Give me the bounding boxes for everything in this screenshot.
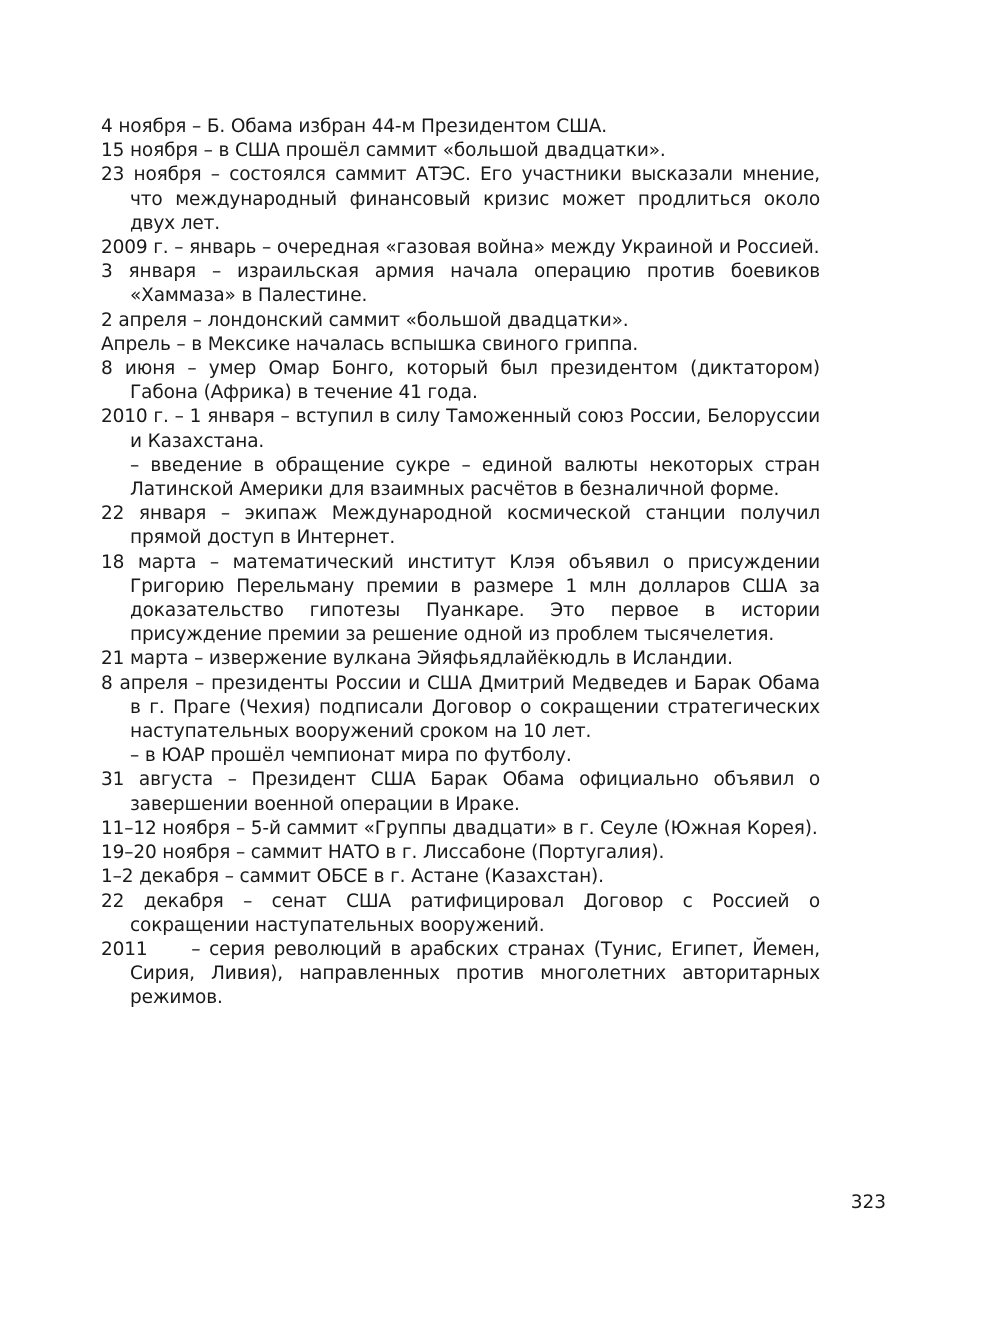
chronology-entry: Апрель – в Мексике началась вспышка свиного гриппа. [101, 333, 639, 355]
chronology-entry: 19–20 ноября – саммит НАТО в г. Лиссабоне (Португалия). [101, 842, 665, 864]
chronology-entry: 22 декабря – сенат США ратифицировал Договор с Россией о сокращении наступательных вооружений. [101, 890, 820, 936]
chronology-entry: 8 июня – умер Омар Бонго, который был президентом (диктатором) Габона (Африка) в течение 41 года. [101, 358, 820, 404]
chronology-entry: 11–12 ноября – 5-й саммит «Группы двадцати» в г. Сеуле (Южная Корея). [101, 817, 818, 839]
chronology-entry: 15 ноября – в США прошёл саммит «большой двадцатки». [101, 140, 666, 162]
chronology-entry: 18 марта – математический институт Клэя объявил о присуждении Григорию Перельману премии в размере 1 млн долларов США за доказательство гипотезы Пуанкаре. Это первое в истории присуждение премии за решение одной из проблем тысячелетия. [101, 551, 820, 646]
chronology-entry: 2 апреля – лондонский саммит «большой двадцатки». [101, 309, 629, 331]
chronology-entry-continuation: – в ЮАР прошёл чемпионат мира по футболу. [130, 745, 572, 767]
chronology-entry: 2010 г. – 1 января – вступил в силу Таможенный союз России, Белоруссии и Казахстана. [101, 406, 820, 452]
chronology-list [101, 115, 826, 1011]
chronology-entry: 2011 – серия революций в арабских странах (Тунис, Египет, Йемен, Сирия, Ливия), направленных против многолетних авторитарных режимов. [101, 938, 826, 1009]
chronology-entry: 2009 г. – январь – очередная «газовая война» между Украиной и Россией. [101, 237, 820, 259]
chronology-entry: 4 ноября – Б. Обама избран 44-м Президентом США. [101, 116, 607, 137]
page-number: 323 [850, 1192, 886, 1213]
chronology-entry: 21 марта – извержение вулкана Эйяфьядлайёкюдль в Исландии. [101, 648, 733, 670]
chronology-entry: 1–2 декабря – саммит ОБСЕ в г. Астане (Казахстан). [101, 866, 604, 888]
chronology-entry: 3 января – израильская армия начала операцию против боевиков «Хаммаза» в Палестине. [101, 261, 820, 307]
chronology-entry: 23 ноября – состоялся саммит АТЭС. Его участники высказали мнение, что международный финансовый кризис может продлиться около двух лет. [101, 164, 820, 234]
chronology-entry: 8 апреля – президенты России и США Дмитрий Медведев и Барак Обама в г. Праге (Чехия) подписали Договор о сокращении стратегических наступательных вооружений сроком на 10 лет. [101, 672, 820, 743]
chronology-entry: 22 января – экипаж Международной космической станции получил прямой доступ в Интернет. [101, 503, 820, 549]
chronology-entry: 31 августа – Президент США Барак Обама официально объявил о завершении военной операции в Ираке. [101, 769, 820, 815]
chronology-entry-continuation: – введение в обращение сукре – единой валюты некоторых стран Латинской Америки для взаимных расчётов в безналичной форме. [130, 454, 820, 501]
